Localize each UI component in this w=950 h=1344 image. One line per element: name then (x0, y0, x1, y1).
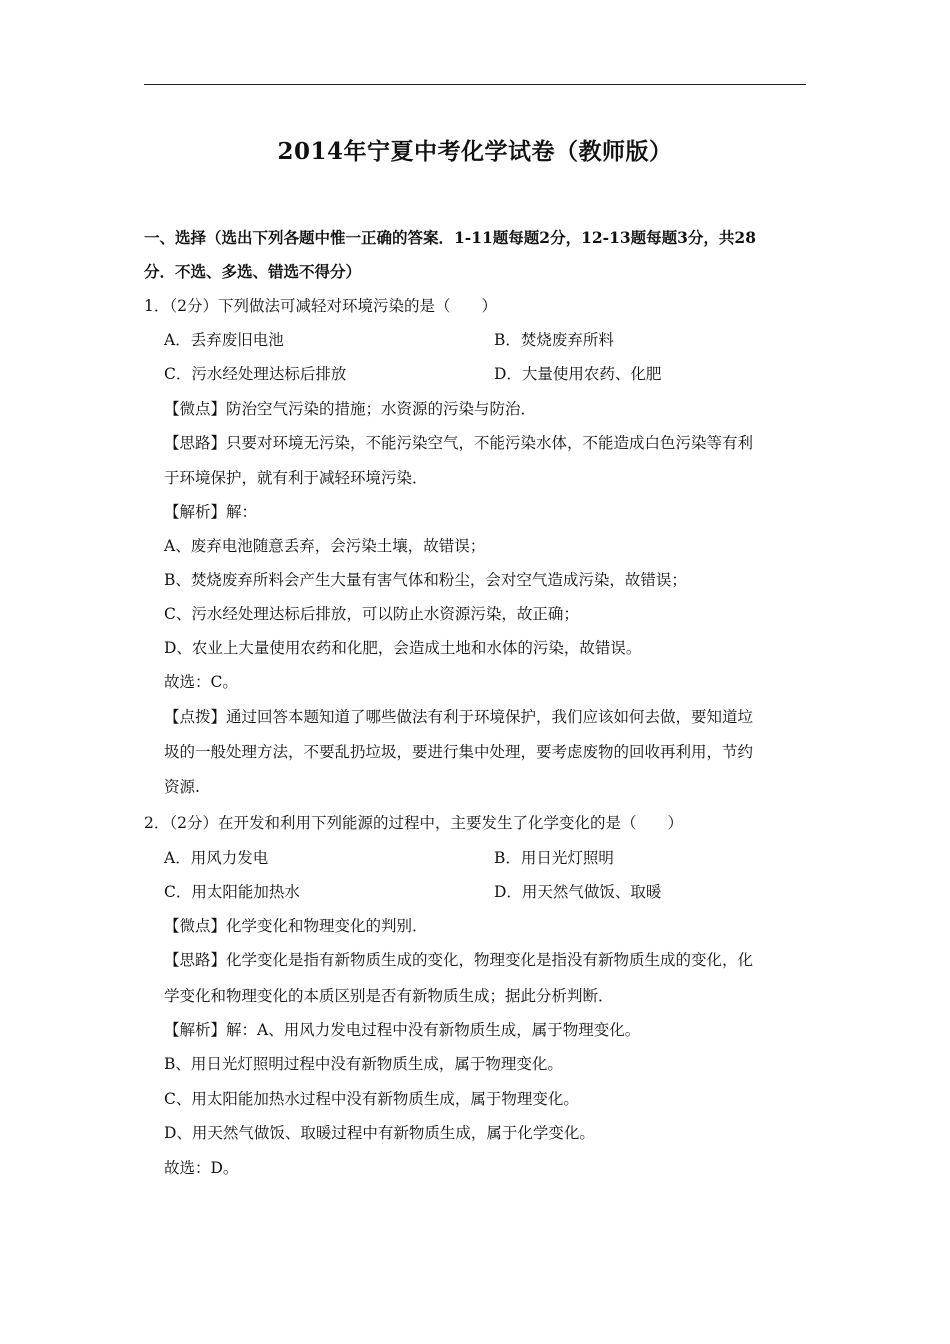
q2-option-b: B．用日光灯照明 (494, 849, 614, 867)
q2-jiexi-d: D、用天然气做饭、取暖过程中有新物质生成，属于化学变化。 (164, 1124, 595, 1142)
q1-jiexi-d: D、农业上大量使用农药和化肥，会造成土地和水体的污染，故错误。 (164, 639, 642, 657)
q1-jiexi: 【解析】解： (164, 503, 258, 521)
q2-jiexi-c: C、用太阳能加热水过程中没有新物质生成，属于物理变化。 (164, 1090, 579, 1108)
q1-stem: 1．（2分）下列做法可减轻对环境污染的是（ ） (144, 297, 497, 315)
q2-silu-line-1: 【思路】化学变化是指有新物质生成的变化，物理变化是指没有新物质生成的变化，化 (164, 951, 754, 969)
q1-option-d: D．大量使用农药、化肥 (494, 365, 662, 383)
q2-stem: 2．（2分）在开发和利用下列能源的过程中，主要发生了化学变化的是（ ） (144, 814, 683, 832)
q2-option-a: A．用风力发电 (164, 849, 269, 867)
q1-jiexi-c: C、污水经处理达标后排放，可以防止水资源污染，故正确； (164, 605, 579, 623)
q2-jiexi: 【解析】解：A、用风力发电过程中没有新物质生成，属于物理变化。 (164, 1021, 641, 1039)
q2-option-d: D．用天然气做饭、取暖 (494, 883, 662, 901)
section-heading-line-2: 分．不选、多选、错选不得分） (144, 262, 362, 281)
q1-option-a: A．丢弃废旧电池 (164, 331, 284, 349)
section-heading-line-1: 一、选择（选出下列各题中惟一正确的答案．1-11题每题2分，12-13题每题3分，共28 (144, 228, 757, 247)
q1-weidian: 【微点】防治空气污染的措施；水资源的污染与防治． (164, 400, 537, 418)
q2-answer: 故选：D。 (164, 1159, 239, 1177)
q1-option-b: B．焚烧废弃所料 (494, 331, 614, 349)
q1-answer: 故选：C。 (164, 673, 238, 691)
q1-option-c: C．污水经处理达标后排放 (164, 365, 347, 383)
q2-jiexi-b: B、用日光灯照明过程中没有新物质生成，属于物理变化。 (164, 1055, 563, 1073)
page-title: 2014年宁夏中考化学试卷（教师版） (277, 138, 673, 165)
header-rule (144, 84, 806, 85)
q2-option-c: C．用太阳能加热水 (164, 883, 300, 901)
q1-dianbo-line-1: 【点拨】通过回答本题知道了哪些做法有利于环境保护，我们应该如何去做，要知道垃 (164, 708, 754, 726)
q1-jiexi-a: A、废弃电池随意丢弃，会污染土壤，故错误； (164, 537, 486, 555)
q1-silu-line-1: 【思路】只要对环境无污染，不能污染空气，不能污染水体，不能造成白色污染等有利 (164, 434, 754, 452)
q1-dianbo-line-2: 圾的一般处理方法，不要乱扔垃圾，要进行集中处理，要考虑废物的回收再利用，节约 (164, 743, 754, 761)
q2-weidian: 【微点】化学变化和物理变化的判别． (164, 917, 428, 935)
q2-silu-line-2: 学变化和物理变化的本质区别是否有新物质生成；据此分析判断． (164, 987, 614, 1005)
q1-jiexi-b: B、焚烧废弃所料会产生大量有害气体和粉尘，会对空气造成污染，故错误； (164, 571, 687, 589)
q1-dianbo-line-3: 资源. (164, 778, 200, 796)
q1-silu-line-2: 于环境保护，就有利于减轻环境污染． (164, 469, 428, 487)
